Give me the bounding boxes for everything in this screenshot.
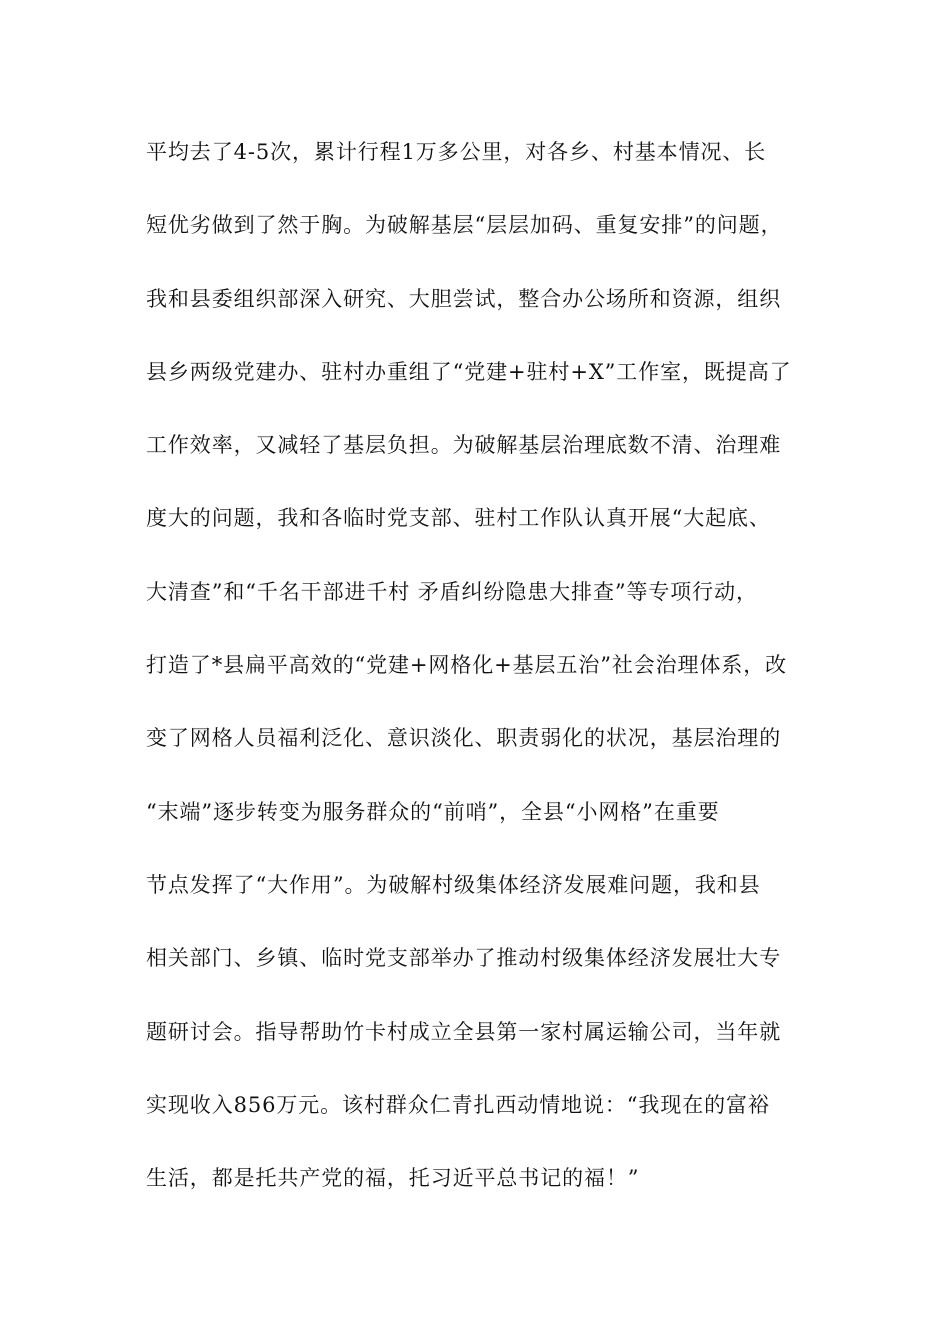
text-line: 度大的问题，我和各临时党支部、驻村工作队认真开展“大起底、 bbox=[146, 506, 771, 531]
text-line: “末端”逐步转变为服务群众的“前哨”，全县“小网格”在重要 bbox=[146, 799, 720, 824]
text-line: 我和县委组织部深入研究、大胆尝试，整合办公场所和资源，组织 bbox=[146, 286, 782, 311]
text-line: 相关部门、乡镇、临时党支部举办了推动村级集体经济发展壮大专 bbox=[146, 946, 782, 971]
text-line: 生活，都是托共产党的福，托习近平总书记的福！” bbox=[146, 1166, 640, 1191]
body-text bbox=[146, 134, 814, 1233]
text-line: 变了网格人员福利泛化、意识淡化、职责弱化的状况，基层治理的 bbox=[146, 726, 782, 751]
text-line: 节点发挥了“大作用”。为破解村级集体经济发展难问题，我和县 bbox=[146, 872, 761, 897]
text-line: 短优劣做到了然于胸。为破解基层“层层加码、重复安排”的问题， bbox=[146, 213, 783, 238]
text-line: 打造了*县扁平高效的“党建+网格化+基层五治”社会治理体系，改 bbox=[146, 653, 788, 678]
text-line: 平均去了4-5次，累计行程1万多公里，对各乡、村基本情况、长 bbox=[146, 140, 767, 164]
text-line: 大清查”和“千名干部进千村 矛盾纠纷隐患大排查”等专项行动， bbox=[146, 579, 758, 604]
text-line: 县乡两级党建办、驻村办重组了“党建+驻村+X”工作室，既提高了 bbox=[146, 359, 792, 384]
text-line: 实现收入856万元。该村群众仁青扎西动情地说：“我现在的富裕 bbox=[146, 1092, 770, 1117]
text-line: 工作效率，又减轻了基层负担。为破解基层治理底数不清、治理难 bbox=[146, 433, 782, 458]
text-line: 题研讨会。指导帮助竹卡村成立全县第一家村属运输公司，当年就 bbox=[146, 1019, 782, 1044]
